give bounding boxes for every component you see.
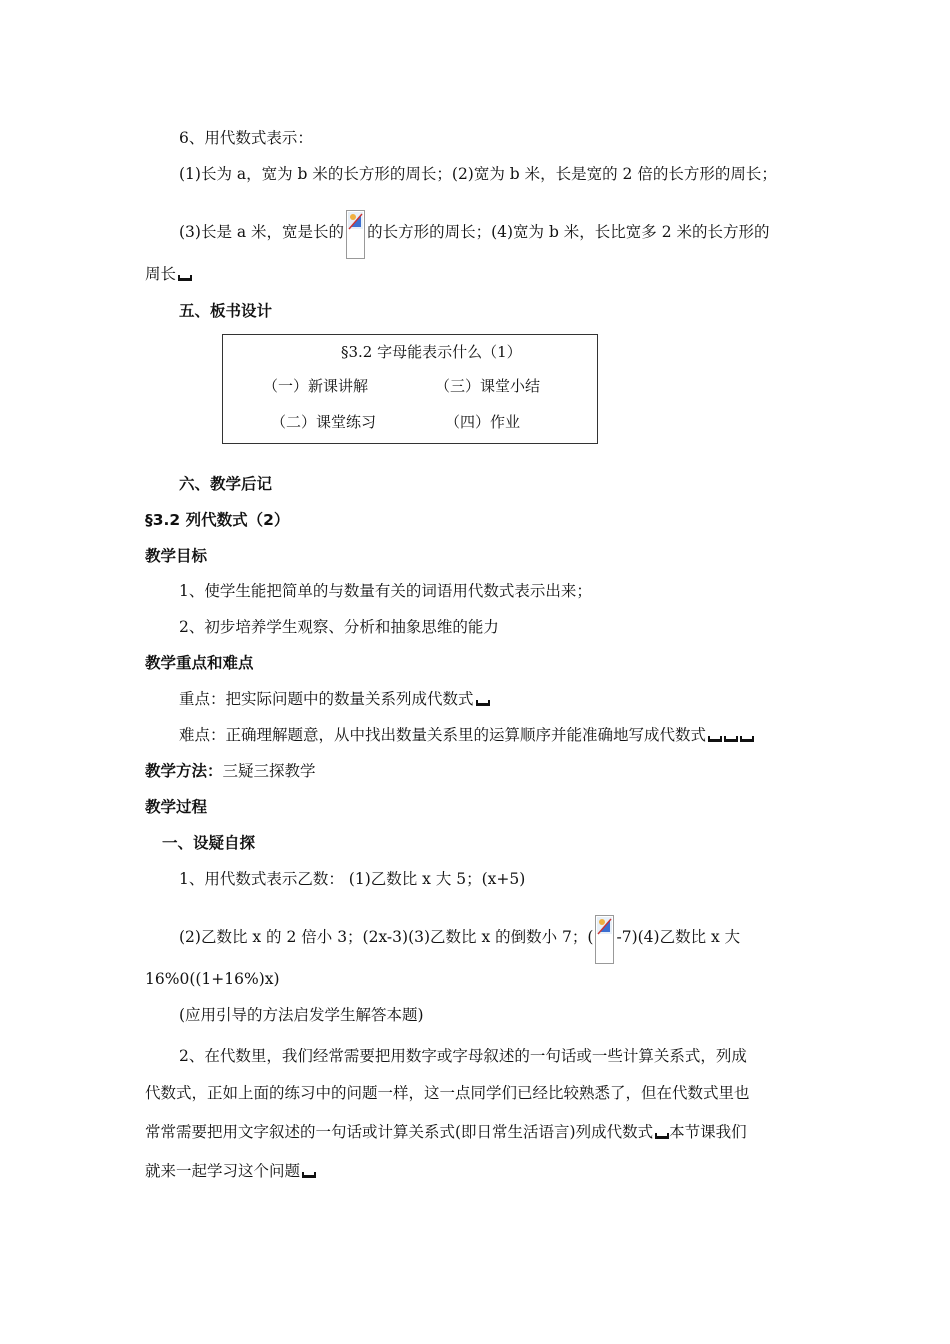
paragraph-line-3	[145, 1121, 747, 1143]
key-points-heading: 教学重点和难点	[145, 654, 254, 672]
question-1-cont-b: -7)(4)乙数比 x 大	[616, 928, 741, 946]
difficult-point	[179, 724, 754, 746]
key-point-text: 重点：把实际问题中的数量关系列成代数式	[179, 690, 474, 708]
ellipsis-mark-icon	[740, 736, 754, 742]
exercise-6-line-2	[179, 210, 770, 259]
board-item-2: （二）课堂练习	[271, 413, 377, 431]
ellipsis-mark-icon	[655, 1133, 669, 1139]
teaching-method-label: 教学方法：	[145, 762, 223, 780]
step-1-heading: 一、设疑自探	[162, 834, 256, 852]
question-1: 1、用代数式表示乙数： (1)乙数比 x 大 5；(x+5)	[179, 870, 526, 888]
goals-heading: 教学目标	[145, 547, 208, 565]
paragraph-line-2: 代数式，正如上面的练习中的问题一样，这一点同学们已经比较熟悉了，但在代数式里也	[145, 1084, 750, 1102]
goal-1: 1、使学生能把简单的与数量有关的词语用代数式表示出来；	[179, 582, 592, 600]
question-1-cont-2: 16%0((1+16%)x)	[145, 970, 280, 988]
board-item-1: （一）新课讲解	[263, 377, 369, 395]
exercise-6-line-3-text: 周长	[145, 265, 177, 283]
fraction-image-icon	[346, 210, 365, 259]
exercise-6-line-3	[145, 263, 192, 285]
teaching-note: (应用引导的方法启发学生解答本题)	[179, 1006, 424, 1024]
exercise-6-line-2a: (3)长是 a 米，宽是长的	[179, 223, 345, 241]
goal-2: 2、初步培养学生观察、分析和抽象思维的能力	[179, 618, 499, 636]
section-5-heading: 五、板书设计	[179, 302, 273, 320]
ellipsis-mark-icon	[724, 736, 738, 742]
paragraph-line-3a: 常常需要把用文字叙述的一句话或计算关系式(即日常生活语言)列成代数式	[145, 1123, 654, 1141]
teaching-method-value: 三疑三探教学	[222, 762, 316, 780]
exercise-6-line-1: (1)长为 a，宽为 b 米的长方形的周长；(2)宽为 b 米，长是宽的 2 倍的长方形的周长；	[179, 165, 777, 183]
lesson-title: §3.2 列代数式（2）	[145, 511, 290, 529]
key-point	[179, 688, 490, 710]
question-1-cont	[179, 915, 740, 964]
ellipsis-mark-icon	[302, 1172, 316, 1178]
board-title: §3.2 字母能表示什么（1）	[341, 343, 522, 361]
difficult-point-text: 难点：正确理解题意，从中找出数量关系里的运算顺序并能准确地写成代数式	[179, 726, 707, 744]
question-1-cont-a: (2)乙数比 x 的 2 倍小 3；(2x-3)(3)乙数比 x 的倒数小 7；(	[179, 928, 594, 946]
paragraph-line-1: 2、在代数里，我们经常需要把用数字或字母叙述的一句话或一些计算关系式，列成	[179, 1047, 747, 1065]
exercise-6-line-2b: 的长方形的周长；(4)宽为 b 米，长比宽多 2 米的长方形的	[367, 223, 770, 241]
ellipsis-mark-icon	[476, 700, 490, 706]
exercise-6-heading: 6、用代数式表示：	[179, 129, 313, 147]
teaching-method	[145, 760, 316, 782]
section-6-heading: 六、教学后记	[179, 475, 273, 493]
board-item-3: （三）课堂小结	[435, 377, 541, 395]
fraction-image-icon	[595, 915, 614, 964]
paragraph-line-3b: 本节课我们	[669, 1123, 747, 1141]
board-design-box	[222, 334, 598, 444]
process-heading: 教学过程	[145, 798, 208, 816]
paragraph-line-4-text: 就来一起学习这个问题	[145, 1162, 301, 1180]
ellipsis-mark-icon	[708, 736, 722, 742]
ellipsis-mark-icon	[178, 275, 192, 281]
paragraph-line-4	[145, 1160, 316, 1182]
board-item-4: （四）作业	[445, 413, 521, 431]
